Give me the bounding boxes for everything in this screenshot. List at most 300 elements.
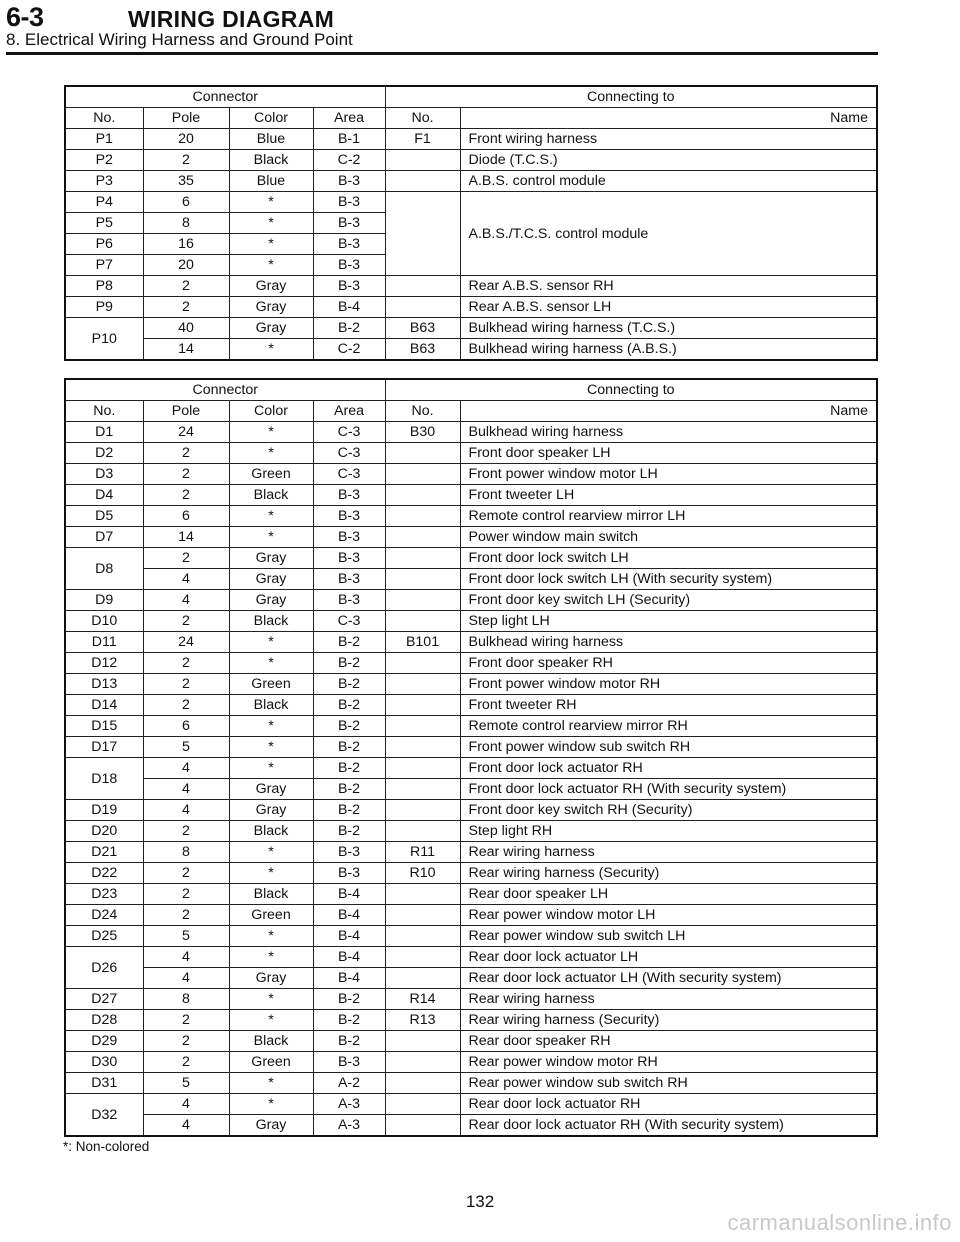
- cell-area: B-4: [313, 905, 385, 926]
- cell-color: Gray: [229, 1115, 313, 1137]
- cell-color: Green: [229, 1052, 313, 1073]
- cell-area: B-4: [313, 926, 385, 947]
- cell-connector-no: D20: [65, 821, 143, 842]
- table-row: [65, 297, 877, 318]
- cell-color: *: [229, 443, 313, 464]
- section-number: 6-3: [6, 2, 44, 32]
- cell-connector-no: P9: [65, 297, 143, 318]
- cell-connecting-no: [385, 569, 460, 590]
- cell-area: B-3: [313, 863, 385, 884]
- table-row: [65, 548, 877, 569]
- cell-area: C-3: [313, 443, 385, 464]
- cell-connecting-name: Rear door lock actuator LH (With security system): [460, 968, 877, 989]
- cell-connecting-no: [385, 1073, 460, 1094]
- group-header-connector: Connector: [65, 379, 385, 401]
- cell-area: B-3: [313, 569, 385, 590]
- cell-connecting-name: Rear door speaker RH: [460, 1031, 877, 1052]
- cell-connecting-no: R14: [385, 989, 460, 1010]
- cell-connector-no: D5: [65, 506, 143, 527]
- cell-area: C-2: [313, 339, 385, 361]
- cell-connecting-no: [385, 737, 460, 758]
- column-header: Pole: [143, 401, 229, 422]
- cell-color: *: [229, 255, 313, 276]
- table-row: [65, 905, 877, 926]
- cell-pole: 2: [143, 821, 229, 842]
- cell-connecting-no: [385, 171, 460, 192]
- cell-color: Black: [229, 821, 313, 842]
- cell-pole: 4: [143, 800, 229, 821]
- cell-connecting-name: Rear power window sub switch LH: [460, 926, 877, 947]
- cell-connecting-no: [385, 192, 460, 276]
- cell-pole: 4: [143, 590, 229, 611]
- table-row: [65, 842, 877, 863]
- table-row: [65, 758, 877, 779]
- table-row: [65, 150, 877, 171]
- cell-pole: 2: [143, 674, 229, 695]
- cell-connecting-name: Rear door lock actuator RH (With security system): [460, 1115, 877, 1137]
- cell-pole: 20: [143, 129, 229, 150]
- cell-connector-no: D26: [65, 947, 143, 989]
- cell-connecting-no: [385, 506, 460, 527]
- table-row: [65, 863, 877, 884]
- table-row: [65, 485, 877, 506]
- cell-connecting-no: F1: [385, 129, 460, 150]
- cell-connecting-name: Rear door speaker LH: [460, 884, 877, 905]
- cell-connecting-no: [385, 527, 460, 548]
- cell-pole: 24: [143, 422, 229, 443]
- column-header: Name: [460, 108, 877, 129]
- table-row: [65, 695, 877, 716]
- cell-connecting-no: [385, 611, 460, 632]
- cell-color: *: [229, 758, 313, 779]
- table-row: [65, 1031, 877, 1052]
- section-subtitle: 8. Electrical Wiring Harness and Ground Point: [6, 30, 353, 49]
- table-row: [65, 632, 877, 653]
- cell-connecting-name: Power window main switch: [460, 527, 877, 548]
- cell-color: *: [229, 863, 313, 884]
- cell-pole: 2: [143, 905, 229, 926]
- group-header-connector: Connector: [65, 86, 385, 108]
- cell-connector-no: D2: [65, 443, 143, 464]
- watermark: carmanualsonline.info: [727, 1210, 952, 1235]
- cell-color: *: [229, 1073, 313, 1094]
- cell-connecting-no: [385, 590, 460, 611]
- cell-pole: 4: [143, 758, 229, 779]
- cell-area: B-3: [313, 192, 385, 213]
- cell-connecting-no: [385, 1115, 460, 1137]
- cell-connector-no: D25: [65, 926, 143, 947]
- cell-connecting-no: [385, 821, 460, 842]
- cell-pole: 6: [143, 506, 229, 527]
- cell-connecting-name: Rear door lock actuator LH: [460, 947, 877, 968]
- cell-connecting-no: [385, 968, 460, 989]
- table-row: [65, 1010, 877, 1031]
- table-row: [65, 989, 877, 1010]
- cell-pole: 2: [143, 485, 229, 506]
- cell-connecting-name: Rear power window sub switch RH: [460, 1073, 877, 1094]
- column-header: Color: [229, 401, 313, 422]
- group-header-connecting-to: Connecting to: [385, 379, 877, 401]
- cell-pole: 2: [143, 863, 229, 884]
- cell-connecting-name: A.B.S. control module: [460, 171, 877, 192]
- table-row: [65, 1052, 877, 1073]
- cell-connector-no: P10: [65, 318, 143, 361]
- table-row: [65, 947, 877, 968]
- table-row: [65, 821, 877, 842]
- cell-area: B-2: [313, 989, 385, 1010]
- cell-area: B-2: [313, 779, 385, 800]
- cell-pole: 8: [143, 842, 229, 863]
- cell-area: B-3: [313, 590, 385, 611]
- table-row: [65, 674, 877, 695]
- cell-color: Black: [229, 150, 313, 171]
- table-row: [65, 1094, 877, 1115]
- connector-table-d: [64, 378, 878, 1137]
- cell-connecting-name: Rear A.B.S. sensor RH: [460, 276, 877, 297]
- table-row: [65, 129, 877, 150]
- cell-color: *: [229, 926, 313, 947]
- cell-connecting-name: Front door speaker LH: [460, 443, 877, 464]
- cell-connector-no: D29: [65, 1031, 143, 1052]
- cell-area: B-2: [313, 695, 385, 716]
- cell-area: C-3: [313, 464, 385, 485]
- cell-pole: 2: [143, 297, 229, 318]
- cell-area: B-4: [313, 297, 385, 318]
- cell-color: Green: [229, 464, 313, 485]
- cell-area: A-2: [313, 1073, 385, 1094]
- cell-pole: 40: [143, 318, 229, 339]
- cell-color: *: [229, 737, 313, 758]
- cell-connecting-no: [385, 1052, 460, 1073]
- cell-pole: 16: [143, 234, 229, 255]
- column-header: No.: [65, 401, 143, 422]
- cell-connecting-name: Front door lock actuator RH (With security system): [460, 779, 877, 800]
- cell-pole: 24: [143, 632, 229, 653]
- table-row: [65, 1073, 877, 1094]
- cell-color: Gray: [229, 297, 313, 318]
- cell-connector-no: P4: [65, 192, 143, 213]
- cell-connecting-name: Front door lock switch LH: [460, 548, 877, 569]
- cell-connector-no: P8: [65, 276, 143, 297]
- cell-color: Green: [229, 905, 313, 926]
- cell-pole: 2: [143, 276, 229, 297]
- cell-color: *: [229, 1010, 313, 1031]
- table-row: [65, 926, 877, 947]
- cell-connecting-no: B63: [385, 339, 460, 361]
- cell-connecting-no: [385, 884, 460, 905]
- cell-pole: 2: [143, 695, 229, 716]
- cell-connector-no: D3: [65, 464, 143, 485]
- cell-color: *: [229, 947, 313, 968]
- table-row: [65, 611, 877, 632]
- cell-connector-no: P5: [65, 213, 143, 234]
- cell-connector-no: D12: [65, 653, 143, 674]
- cell-connecting-no: R10: [385, 863, 460, 884]
- cell-pole: 8: [143, 213, 229, 234]
- column-header: Pole: [143, 108, 229, 129]
- cell-connecting-no: [385, 716, 460, 737]
- cell-connecting-name: Step light RH: [460, 821, 877, 842]
- cell-pole: 4: [143, 1115, 229, 1137]
- cell-connector-no: D24: [65, 905, 143, 926]
- cell-connecting-name: Front door lock switch LH (With security system): [460, 569, 877, 590]
- cell-area: B-2: [313, 1031, 385, 1052]
- table-row: [65, 443, 877, 464]
- table-row: [65, 884, 877, 905]
- cell-pole: 2: [143, 150, 229, 171]
- footnote: *: Non-colored: [63, 1139, 150, 1154]
- cell-area: B-3: [313, 527, 385, 548]
- cell-pole: 2: [143, 548, 229, 569]
- cell-pole: 2: [143, 1010, 229, 1031]
- cell-pole: 8: [143, 989, 229, 1010]
- cell-pole: 4: [143, 779, 229, 800]
- cell-connecting-name: Front door key switch RH (Security): [460, 800, 877, 821]
- cell-connector-no: P3: [65, 171, 143, 192]
- cell-connecting-no: R11: [385, 842, 460, 863]
- cell-connecting-no: B63: [385, 318, 460, 339]
- cell-connecting-no: [385, 779, 460, 800]
- cell-area: B-2: [313, 821, 385, 842]
- table-row: [65, 653, 877, 674]
- cell-color: *: [229, 653, 313, 674]
- cell-connecting-no: [385, 947, 460, 968]
- cell-pole: 14: [143, 339, 229, 361]
- cell-connector-no: D22: [65, 863, 143, 884]
- cell-connector-no: D15: [65, 716, 143, 737]
- cell-area: B-2: [313, 716, 385, 737]
- cell-connector-no: D10: [65, 611, 143, 632]
- cell-connecting-name: Bulkhead wiring harness: [460, 632, 877, 653]
- cell-color: *: [229, 842, 313, 863]
- cell-area: B-3: [313, 234, 385, 255]
- cell-connecting-no: [385, 905, 460, 926]
- cell-connector-no: D28: [65, 1010, 143, 1031]
- cell-connecting-no: R13: [385, 1010, 460, 1031]
- cell-pole: 6: [143, 716, 229, 737]
- cell-connecting-no: [385, 150, 460, 171]
- cell-area: B-3: [313, 506, 385, 527]
- cell-pole: 35: [143, 171, 229, 192]
- cell-pole: 4: [143, 947, 229, 968]
- cell-connecting-name: Bulkhead wiring harness (T.C.S.): [460, 318, 877, 339]
- cell-pole: 2: [143, 1052, 229, 1073]
- table-row: [65, 318, 877, 339]
- cell-connector-no: D8: [65, 548, 143, 590]
- cell-area: B-2: [313, 1010, 385, 1031]
- cell-pole: 2: [143, 443, 229, 464]
- cell-area: C-3: [313, 611, 385, 632]
- cell-color: *: [229, 989, 313, 1010]
- table-row: [65, 527, 877, 548]
- table-row: [65, 800, 877, 821]
- cell-area: B-2: [313, 800, 385, 821]
- cell-color: *: [229, 192, 313, 213]
- cell-color: Black: [229, 485, 313, 506]
- cell-connecting-no: [385, 653, 460, 674]
- table-column-header: [65, 108, 877, 129]
- cell-area: B-3: [313, 485, 385, 506]
- cell-connector-no: D30: [65, 1052, 143, 1073]
- table-row: [65, 1115, 877, 1137]
- cell-connecting-name: Front power window motor RH: [460, 674, 877, 695]
- cell-area: B-2: [313, 737, 385, 758]
- table-row: [65, 569, 877, 590]
- cell-area: B-4: [313, 884, 385, 905]
- cell-connector-no: P7: [65, 255, 143, 276]
- cell-connecting-name: Bulkhead wiring harness: [460, 422, 877, 443]
- table-row: [65, 716, 877, 737]
- cell-connector-no: P1: [65, 129, 143, 150]
- table-row: [65, 737, 877, 758]
- cell-connector-no: D27: [65, 989, 143, 1010]
- cell-connecting-name: Rear A.B.S. sensor LH: [460, 297, 877, 318]
- column-header: Name: [460, 401, 877, 422]
- table-group-header: [65, 86, 877, 108]
- cell-connecting-name: Front wiring harness: [460, 129, 877, 150]
- cell-color: Gray: [229, 569, 313, 590]
- cell-pole: 2: [143, 464, 229, 485]
- cell-connecting-name: Front door speaker RH: [460, 653, 877, 674]
- cell-connector-no: D4: [65, 485, 143, 506]
- cell-connector-no: D7: [65, 527, 143, 548]
- cell-pole: 20: [143, 255, 229, 276]
- cell-color: Gray: [229, 779, 313, 800]
- column-header: Area: [313, 108, 385, 129]
- cell-connecting-name: Rear wiring harness (Security): [460, 1010, 877, 1031]
- cell-pole: 2: [143, 1031, 229, 1052]
- cell-pole: 6: [143, 192, 229, 213]
- cell-connecting-no: [385, 297, 460, 318]
- cell-color: *: [229, 632, 313, 653]
- header-rule: [6, 52, 878, 55]
- cell-connecting-name: Front door key switch LH (Security): [460, 590, 877, 611]
- cell-connecting-no: [385, 695, 460, 716]
- cell-connecting-no: [385, 926, 460, 947]
- cell-color: Black: [229, 884, 313, 905]
- cell-connecting-name: Bulkhead wiring harness (A.B.S.): [460, 339, 877, 361]
- column-header: No.: [65, 108, 143, 129]
- cell-connecting-no: B30: [385, 422, 460, 443]
- table-column-header: [65, 401, 877, 422]
- cell-pole: 5: [143, 737, 229, 758]
- cell-pole: 2: [143, 653, 229, 674]
- cell-connecting-name: Front tweeter RH: [460, 695, 877, 716]
- column-header: No.: [385, 108, 460, 129]
- cell-connector-no: D18: [65, 758, 143, 800]
- cell-pole: 4: [143, 1094, 229, 1115]
- cell-color: Blue: [229, 129, 313, 150]
- cell-color: Gray: [229, 590, 313, 611]
- cell-area: B-3: [313, 1052, 385, 1073]
- cell-connector-no: D23: [65, 884, 143, 905]
- cell-pole: 2: [143, 884, 229, 905]
- cell-pole: 4: [143, 569, 229, 590]
- cell-connector-no: D17: [65, 737, 143, 758]
- cell-connecting-name: A.B.S./T.C.S. control module: [460, 192, 877, 276]
- cell-pole: 2: [143, 611, 229, 632]
- cell-connecting-name: Remote control rearview mirror RH: [460, 716, 877, 737]
- cell-color: Gray: [229, 548, 313, 569]
- cell-connector-no: P2: [65, 150, 143, 171]
- cell-color: Black: [229, 1031, 313, 1052]
- group-header-connecting-to: Connecting to: [385, 86, 877, 108]
- cell-connecting-name: Front power window motor LH: [460, 464, 877, 485]
- cell-connecting-name: Rear power window motor RH: [460, 1052, 877, 1073]
- cell-color: Gray: [229, 318, 313, 339]
- cell-color: *: [229, 716, 313, 737]
- cell-pole: 5: [143, 1073, 229, 1094]
- column-header: Area: [313, 401, 385, 422]
- table-row: [65, 422, 877, 443]
- cell-connecting-name: Front tweeter LH: [460, 485, 877, 506]
- cell-color: *: [229, 506, 313, 527]
- cell-area: B-2: [313, 758, 385, 779]
- section-title: WIRING DIAGRAM: [128, 6, 335, 32]
- connector-table-p: [64, 85, 878, 361]
- cell-connecting-no: [385, 674, 460, 695]
- cell-connector-no: D14: [65, 695, 143, 716]
- cell-color: Gray: [229, 800, 313, 821]
- cell-color: Gray: [229, 968, 313, 989]
- cell-connector-no: P6: [65, 234, 143, 255]
- cell-area: B-3: [313, 255, 385, 276]
- cell-connecting-no: [385, 548, 460, 569]
- cell-color: *: [229, 422, 313, 443]
- cell-connecting-name: Rear power window motor LH: [460, 905, 877, 926]
- table-row: [65, 171, 877, 192]
- cell-connecting-no: [385, 485, 460, 506]
- cell-connecting-name: Rear wiring harness: [460, 842, 877, 863]
- cell-area: A-3: [313, 1115, 385, 1137]
- cell-area: B-3: [313, 276, 385, 297]
- column-header: Color: [229, 108, 313, 129]
- cell-connector-no: D21: [65, 842, 143, 863]
- cell-area: B-2: [313, 674, 385, 695]
- table-row: [65, 276, 877, 297]
- cell-connector-no: D32: [65, 1094, 143, 1137]
- cell-area: B-2: [313, 632, 385, 653]
- column-header: No.: [385, 401, 460, 422]
- cell-connector-no: D11: [65, 632, 143, 653]
- cell-connecting-no: [385, 800, 460, 821]
- cell-connector-no: D13: [65, 674, 143, 695]
- table-row: [65, 192, 877, 213]
- cell-color: Blue: [229, 171, 313, 192]
- cell-connecting-name: Front door lock actuator RH: [460, 758, 877, 779]
- cell-area: B-3: [313, 548, 385, 569]
- cell-area: B-1: [313, 129, 385, 150]
- page-number: 132: [465, 1192, 495, 1211]
- table-row: [65, 464, 877, 485]
- cell-connecting-no: [385, 464, 460, 485]
- cell-connecting-no: B101: [385, 632, 460, 653]
- cell-connecting-name: Diode (T.C.S.): [460, 150, 877, 171]
- cell-connecting-no: [385, 1031, 460, 1052]
- cell-pole: 5: [143, 926, 229, 947]
- cell-color: Black: [229, 695, 313, 716]
- cell-area: B-3: [313, 842, 385, 863]
- cell-connecting-no: [385, 758, 460, 779]
- cell-area: A-3: [313, 1094, 385, 1115]
- cell-connector-no: D1: [65, 422, 143, 443]
- table-row: [65, 590, 877, 611]
- cell-area: B-2: [313, 653, 385, 674]
- table-row: [65, 968, 877, 989]
- cell-connector-no: D31: [65, 1073, 143, 1094]
- cell-color: Green: [229, 674, 313, 695]
- cell-color: *: [229, 234, 313, 255]
